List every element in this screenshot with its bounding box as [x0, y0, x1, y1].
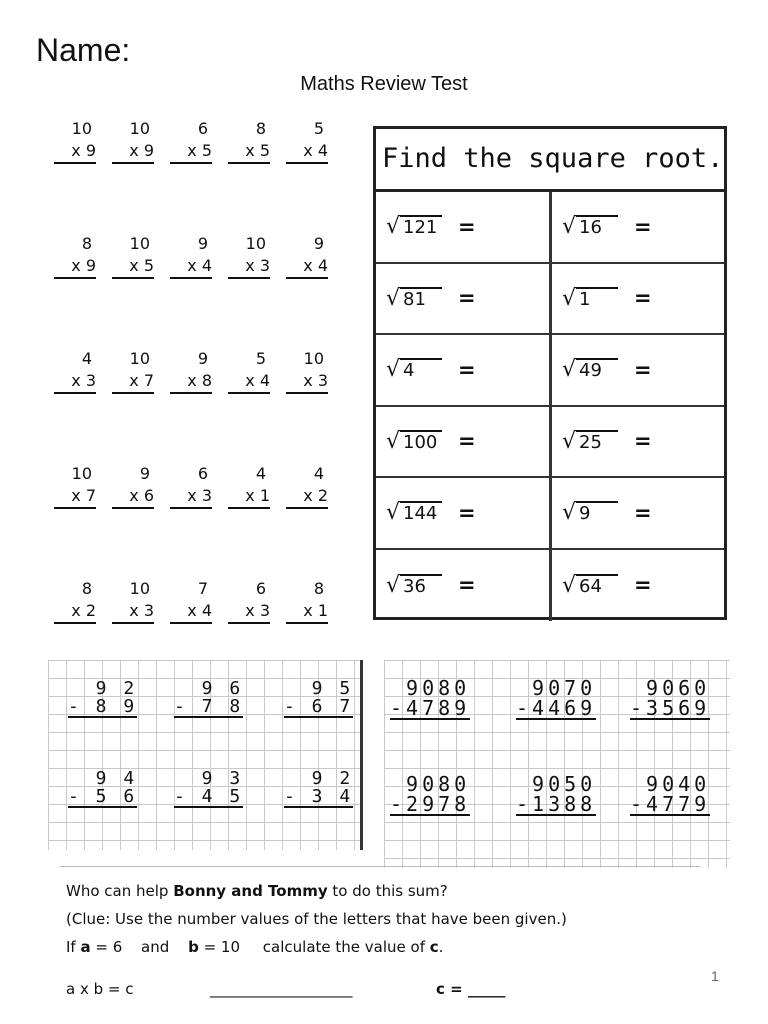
radical-icon: √ [386, 285, 401, 311]
subtraction-problem: 9 3 - 4 5 [174, 768, 244, 807]
sqrt-cell: √ 100 = [376, 407, 552, 479]
mult-problem: 8 x 5 [226, 118, 284, 233]
mult-problem: 9 x 4 [284, 233, 342, 348]
mult-problem: 10 x 9 [110, 118, 168, 233]
subtraction-problem: 9 4 - 5 6 [68, 768, 138, 807]
mult-problem: 8 x 2 [52, 578, 110, 693]
radical-icon: √ [562, 428, 577, 454]
sqrt-cell: √ 64 = [562, 572, 652, 598]
mult-problem: 10 x 3 [110, 578, 168, 693]
test-title: Maths Review Test [300, 73, 468, 95]
mult-problem: 5 x 4 [284, 118, 342, 233]
c-answer[interactable]: c = _____ [436, 980, 506, 998]
mult-problem: 6 x 3 [168, 463, 226, 578]
question-line-1: Who can help Bonny and Tommy to do this sum? [66, 882, 448, 900]
subtraction-problem: 9 6 - 7 8 [174, 678, 244, 717]
subtraction-problem: 9080 -2978 [390, 772, 471, 816]
sqrt-cell: √ 16 = [552, 192, 724, 264]
mult-problem: 5 x 4 [226, 348, 284, 463]
mult-problem: 7 x 4 [168, 578, 226, 693]
subtraction-problem: 9070 -4469 [516, 676, 597, 720]
answer-blank[interactable]: ___________________ [210, 980, 353, 998]
radical-icon: √ [562, 285, 577, 311]
sqrt-cell: √ 121 = [376, 192, 552, 264]
mult-problem: 10 x 7 [52, 463, 110, 578]
sqrt-cell: √ 25 = [552, 407, 724, 479]
subtraction-problem: 9060 -3569 [630, 676, 711, 720]
subtraction-problem: 9 5 - 6 7 [284, 678, 354, 717]
mult-problem: 8 x 9 [52, 233, 110, 348]
radical-icon: √ [562, 572, 577, 598]
sqrt-cell: √ 1 = [552, 264, 724, 336]
mult-problem: 10 x 5 [110, 233, 168, 348]
mult-problem: 9 x 4 [168, 233, 226, 348]
mult-row [52, 233, 342, 348]
mult-problem: 9 x 6 [110, 463, 168, 578]
formula: a x b = c [66, 980, 134, 998]
subtraction-problem: 9 2 - 8 9 [68, 678, 138, 717]
sqrt-cell: √ 4 = [376, 335, 552, 407]
subtraction-panel-large [384, 660, 730, 868]
radical-icon: √ [386, 214, 401, 240]
sqrt-cell: √ 36 = [376, 550, 552, 622]
radical-icon: √ [386, 428, 401, 454]
radical-icon: √ [386, 357, 401, 383]
mult-problem: 10 x 3 [284, 348, 342, 463]
subtraction-problem: 9050 -1388 [516, 772, 597, 816]
subtraction-panel-small [48, 660, 363, 850]
mult-problem: 8 x 1 [284, 578, 342, 693]
radical-icon: √ [562, 357, 577, 383]
mult-problem: 4 x 2 [284, 463, 342, 578]
sqrt-cell: √ 49 = [552, 335, 724, 407]
question-line-2: (Clue: Use the number values of the letters that have been given.) [66, 910, 567, 928]
radical-icon: √ [562, 500, 577, 526]
divider [60, 866, 700, 867]
sqrt-cell: √ 9 = [552, 478, 724, 550]
page-number: 1 [711, 968, 719, 984]
radical-icon: √ [386, 572, 401, 598]
square-root-table [373, 126, 727, 620]
mult-row [52, 118, 342, 233]
mult-row [52, 463, 342, 578]
subtraction-problem: 9080 -4789 [390, 676, 471, 720]
radical-icon: √ [562, 214, 577, 240]
mult-problem: 6 x 3 [226, 578, 284, 693]
mult-problem: 9 x 8 [168, 348, 226, 463]
mult-problem: 10 x 9 [52, 118, 110, 233]
question-line-3: If a = 6 and b = 10 calculate the value of c. [66, 938, 444, 956]
mult-problem: 10 x 7 [110, 348, 168, 463]
mult-problem: 4 x 3 [52, 348, 110, 463]
sqrt-cell: √ 81 = [376, 264, 552, 336]
sqrt-cell: √ 144 = [376, 478, 552, 550]
mult-problem: 10 x 3 [226, 233, 284, 348]
subtraction-problem: 9040 -4779 [630, 772, 711, 816]
subtraction-problem: 9 2 - 3 4 [284, 768, 354, 807]
mult-problem: 4 x 1 [226, 463, 284, 578]
mult-row [52, 348, 342, 463]
square-root-title: Find the square root. [376, 129, 724, 192]
square-root-grid [376, 192, 724, 621]
multiplication-grid [52, 118, 342, 693]
radical-icon: √ [386, 500, 401, 526]
name-label: Name: [36, 32, 131, 68]
mult-problem: 6 x 5 [168, 118, 226, 233]
